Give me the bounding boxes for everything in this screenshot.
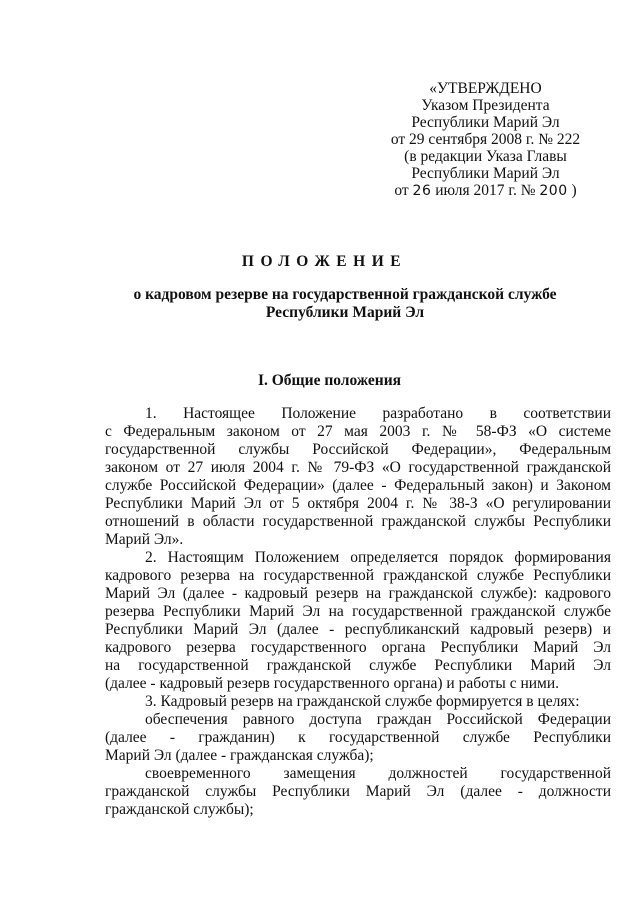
body-line: резерва Республики Марий Эл на государственной гражданской службе <box>105 603 611 620</box>
section-heading: I. Общие положения <box>257 372 402 389</box>
approval-day: 26 <box>412 183 432 199</box>
body-line: своевременного замещения должностей государственной <box>145 765 611 782</box>
body-line: службе Российской Федерации» (далее - Федеральный закон) и Законом <box>105 477 611 494</box>
approval-line: от 29 сентября 2008 г. № 222 <box>390 131 581 148</box>
approval-line: Республики Марий Эл <box>411 165 560 182</box>
approval-number: 200 <box>539 183 568 199</box>
body-line: кадрового резерва на государственной гражданской службе Республики <box>105 567 611 584</box>
subtitle-line: Республики Марий Эл <box>265 304 425 321</box>
body-line: кадрового резерва государственного органа Республики Марий Эл <box>105 639 611 656</box>
approval-date-suffix: ) <box>571 182 577 199</box>
document-title: ПОЛОЖЕНИЕ <box>241 253 408 270</box>
body-line: гражданской службы); <box>105 801 254 818</box>
body-line: с Федеральным законом от 27 мая 2003 г. № 58-ФЗ «О системе <box>105 423 611 440</box>
body-line: государственной службы Российской Федерации», Федеральным <box>105 441 611 458</box>
approval-line: «УТВЕРЖДЕНО <box>429 80 542 97</box>
body-line: (далее - гражданин) к государственной службе Республики <box>105 729 611 746</box>
body-line: Республики Марий Эл (далее - республиканский кадровый резерв) и <box>105 621 611 638</box>
body-line: Марий Эл (далее - гражданская служба); <box>105 747 374 764</box>
body-line: обеспечения равного доступа граждан Российской Федерации <box>145 711 611 728</box>
approval-line: Республики Марий Эл <box>411 114 560 131</box>
body-line: 1. Настоящее Положение разработано в соответствии <box>145 405 611 422</box>
body-line: Марий Эл». <box>105 531 184 548</box>
subtitle-line: о кадровом резерве на государственной гражданской службе <box>133 286 557 303</box>
approval-date-line <box>358 182 613 200</box>
approval-line: Указом Президента <box>421 97 550 114</box>
document-subtitle <box>80 286 610 322</box>
body-line: на государственной гражданской службе Республики Марий Эл <box>105 657 611 674</box>
approval-stamp <box>358 80 613 200</box>
document-body <box>105 405 611 819</box>
body-line: (далее - кадровый резерв государственного органа) и работы с ними. <box>105 675 560 692</box>
approval-date-middle: июля 2017 г. № <box>435 182 536 199</box>
approval-date-prefix: от <box>394 182 409 199</box>
body-line: гражданской службы Республики Марий Эл (далее - должности <box>105 783 611 800</box>
body-line: 3. Кадровый резерв на гражданской службе формируется в целях: <box>145 693 580 710</box>
approval-line: (в редакции Указа Главы <box>404 148 567 165</box>
body-line: 2. Настоящим Положением определяется порядок формирования <box>145 549 611 566</box>
body-line: отношений в области государственной гражданской службы Республики <box>105 513 611 530</box>
body-line: Республики Марий Эл от 5 октября 2004 г. № 38-З «О регулировании <box>105 495 611 512</box>
body-line: законом от 27 июля 2004 г. № 79-ФЗ «О государственной гражданской <box>105 459 611 476</box>
body-line: Марий Эл (далее - кадровый резерв на гражданской службе): кадрового <box>105 585 611 602</box>
